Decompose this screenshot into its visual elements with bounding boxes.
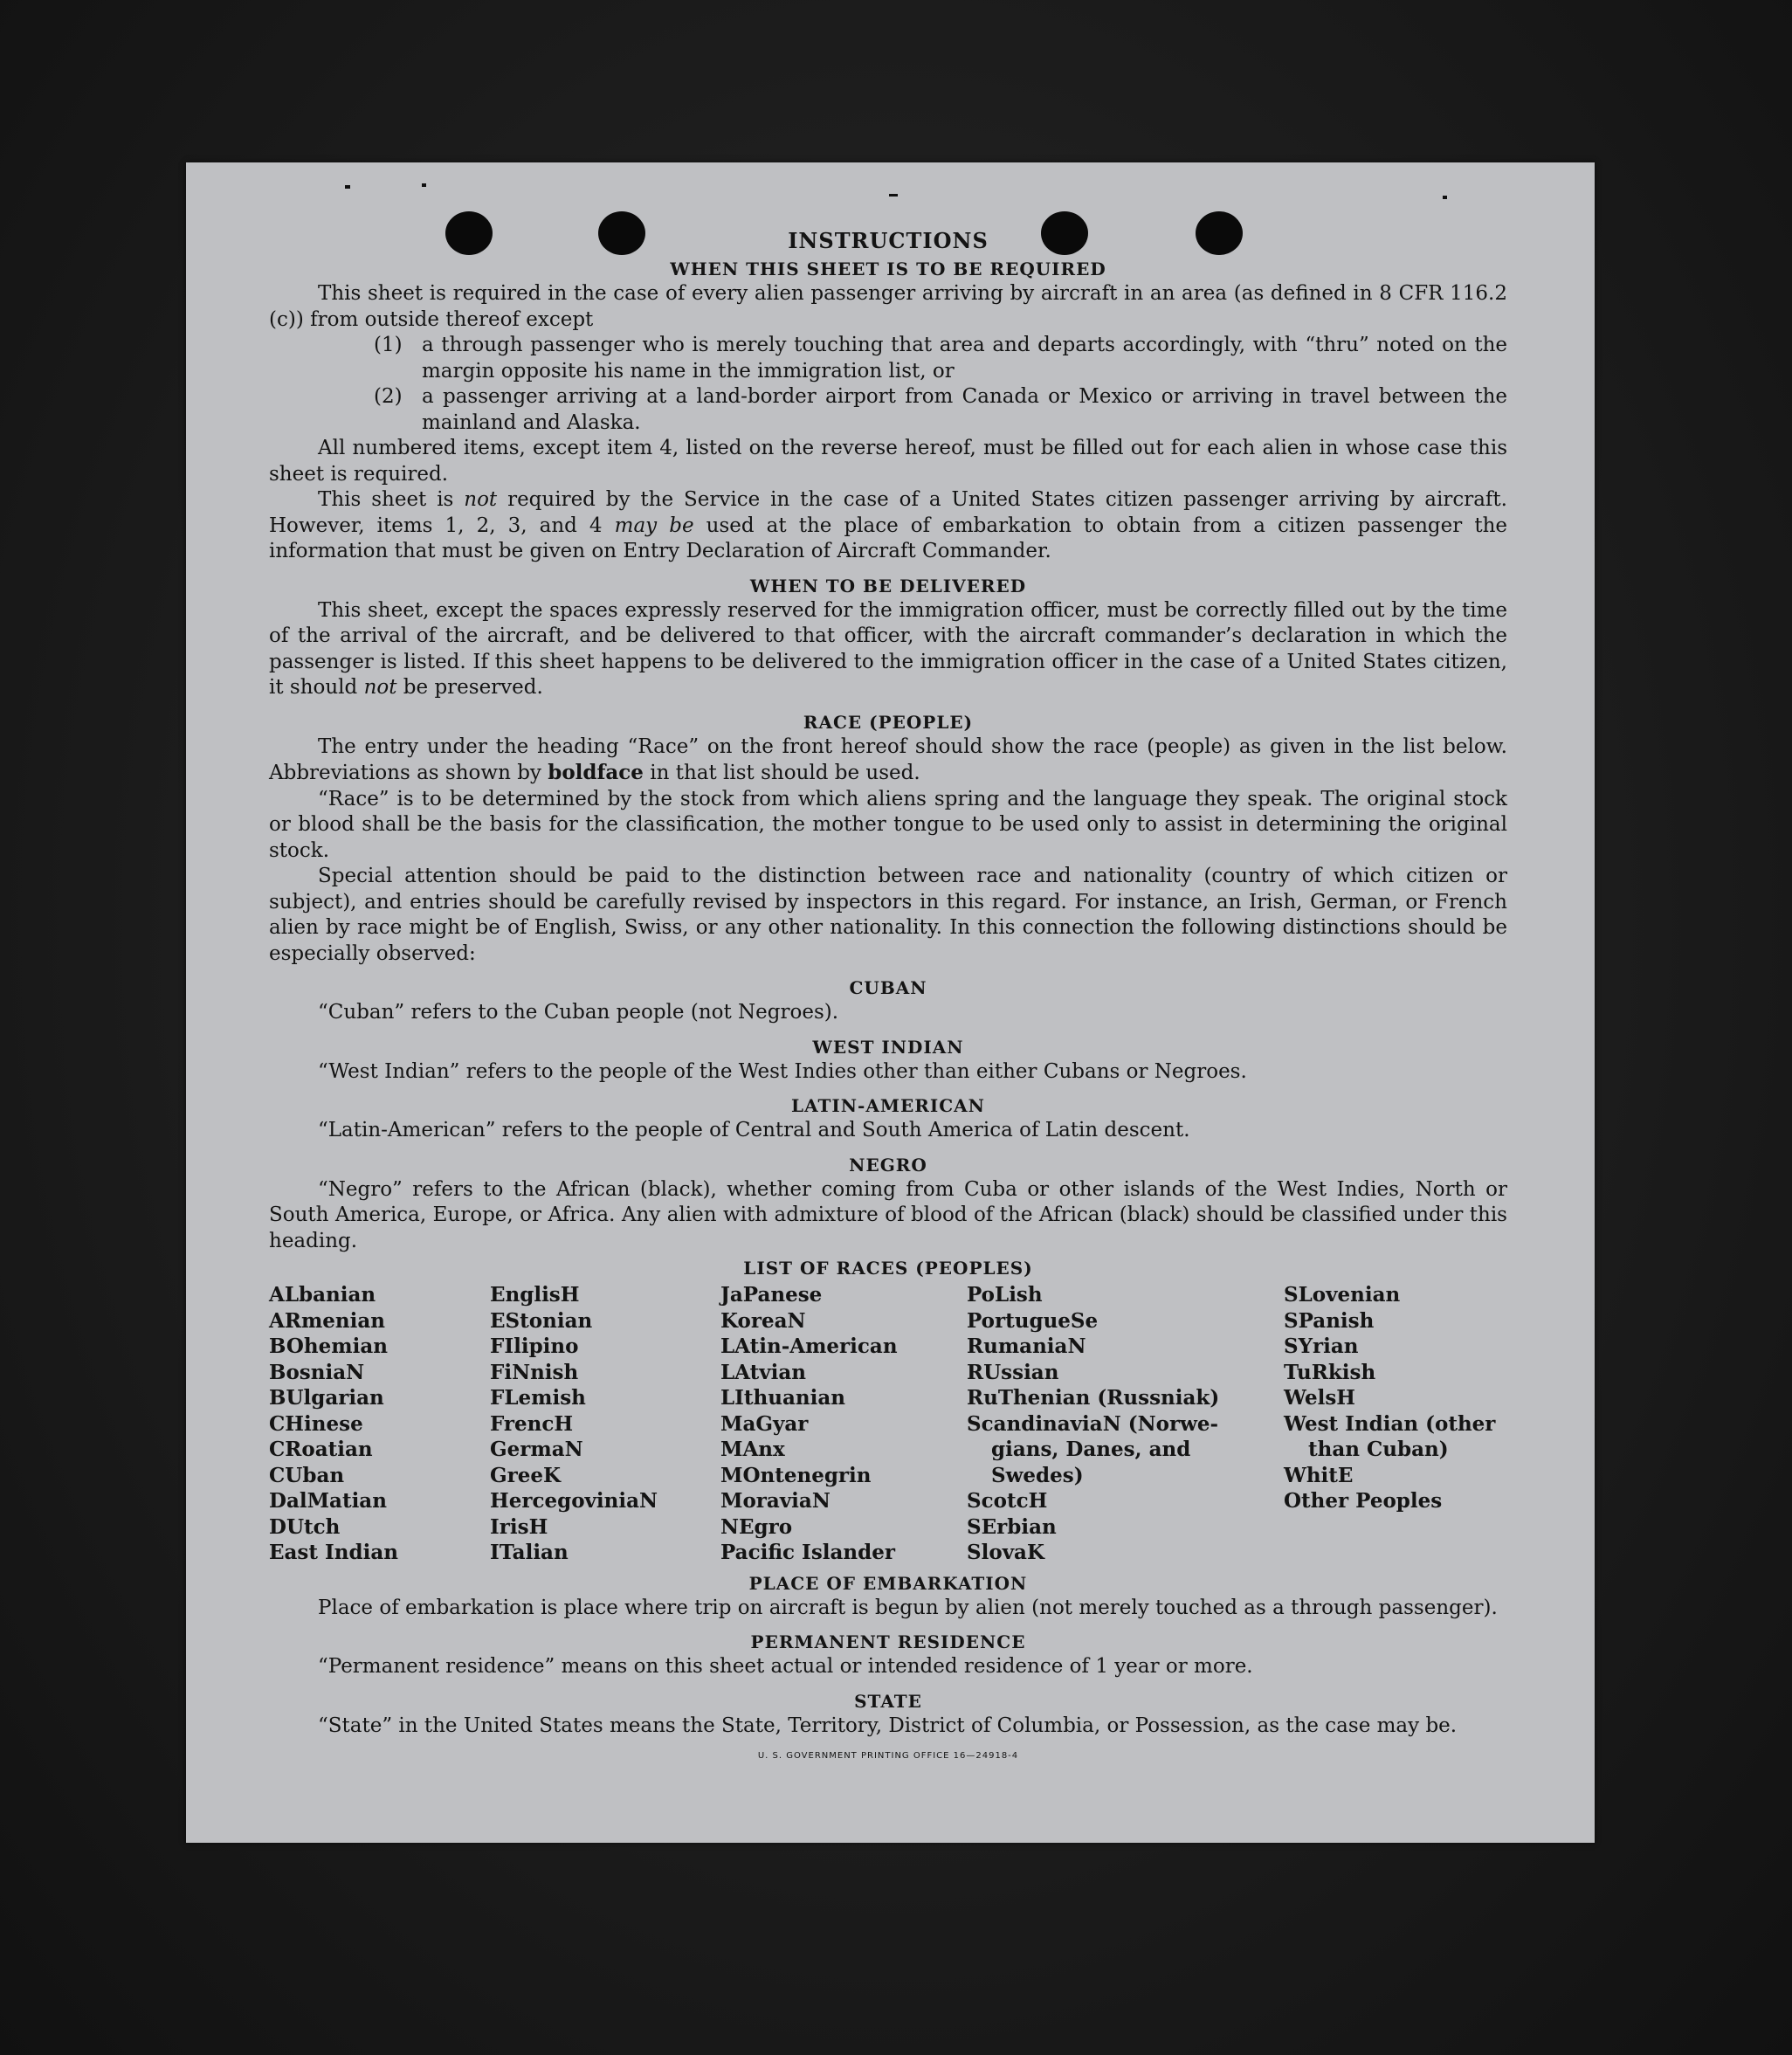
paragraph-required-intro: This sheet is required in the case of every alien passenger arriving by aircraft in an area (as defined in 8 CFR 116.2 (c)) from outside thereof except xyxy=(269,282,1507,331)
race-entry: West Indian (other xyxy=(1284,1411,1496,1436)
text-run: This sheet is xyxy=(318,488,465,511)
race-entry: MAnx xyxy=(720,1438,785,1461)
race-entry: SYrian xyxy=(1284,1334,1359,1358)
race-entry: SLovenian xyxy=(1284,1283,1401,1307)
race-entry: Pacific Islander xyxy=(720,1541,895,1564)
race-entry: FIlipino xyxy=(490,1334,579,1358)
race-entry: GreeK xyxy=(490,1463,562,1487)
emphasis-boldface: boldface xyxy=(548,761,644,784)
race-entry: FrencH xyxy=(490,1411,574,1436)
section-heading-race: RACE (PEOPLE) xyxy=(803,711,974,733)
paragraph-numbered-items: All numbered items, except item 4, listed on the reverse hereof, must be filled out for each alien in whose case this sheet is required. xyxy=(269,437,1507,486)
text-run: used at the place of embarkation to obtain from a citizen passenger the information that must be given on Entry Declaration of Aircraft Commander. xyxy=(269,514,1507,562)
scan-speck xyxy=(422,183,426,187)
race-entry: EStonian xyxy=(490,1308,593,1333)
race-entry: TuRkish xyxy=(1284,1360,1376,1384)
scan-speck xyxy=(889,194,898,197)
race-entry: CHinese xyxy=(269,1411,363,1436)
paragraph-permanent-residence: “Permanent residence” means on this sheet actual or intended residence of 1 year or more. xyxy=(318,1655,1253,1678)
race-entry: RuThenian (Russniak) xyxy=(967,1386,1220,1410)
race-entry: WhitE xyxy=(1284,1463,1354,1487)
race-entry: SlovaK xyxy=(967,1541,1044,1564)
race-entry: Other Peoples xyxy=(1284,1489,1443,1513)
race-entry: LIthuanian xyxy=(720,1386,845,1410)
race-entry: ALbanian xyxy=(269,1283,376,1307)
race-entry: BOhemian xyxy=(269,1334,388,1358)
exception-item xyxy=(374,333,1507,384)
race-entry: SErbian xyxy=(967,1514,1057,1539)
race-entry: MoraviaN xyxy=(720,1489,831,1513)
race-entry: WelsH xyxy=(1284,1386,1356,1410)
race-entry: LAtvian xyxy=(720,1360,806,1384)
race-entry: ScotcH xyxy=(967,1489,1048,1513)
race-entry: ScandinaviaN (Norwe- xyxy=(967,1411,1219,1436)
race-entry: JaPanese xyxy=(720,1283,823,1307)
race-entry: MaGyar xyxy=(720,1411,809,1436)
race-entry-continued: than Cuban) xyxy=(1308,1438,1449,1461)
race-entry: PoLish xyxy=(967,1283,1043,1307)
exception-number: (1) xyxy=(374,334,403,356)
race-entry: GermaN xyxy=(490,1438,583,1461)
emphasis-not: not xyxy=(464,488,498,511)
paragraph-citizen-passenger xyxy=(269,487,1507,565)
section-heading-when-delivered: WHEN TO BE DELIVERED xyxy=(749,575,1027,597)
race-entry: ITalian xyxy=(490,1541,569,1564)
text-run: This sheet, except the spaces expressly reserved for the immigration officer, must be correctly filled out by the time of the arrival of the aircraft, and be delivered to that officer, with the aircraft commander’s declaration in which the passenger is listed. If this sheet happens to be delivered to the immigration officer in the case of a United States citizen, it should xyxy=(269,598,1507,699)
races-column-1 xyxy=(269,1282,490,1566)
race-entry: SPanish xyxy=(1284,1308,1375,1333)
race-entry: BosniaN xyxy=(269,1360,365,1384)
emphasis-may-be: may be xyxy=(614,514,694,537)
exception-number: (2) xyxy=(374,385,403,408)
race-entry: KoreaN xyxy=(720,1308,806,1333)
race-entry: ARmenian xyxy=(269,1308,386,1333)
text-run: The entry under the heading “Race” on the front hereof should show the race (people) as given in the list below. Abbreviations as shown by xyxy=(269,734,1507,784)
document-title: INSTRUCTIONS xyxy=(788,228,989,253)
paragraph-race-nationality: Special attention should be paid to the distinction between race and nationality (country of which citizen or subject), and entries should be carefully revised by inspectors in this regard. For instance, an Irish, German, or French alien by race might be of English, Swiss, or any other nationality. In this connection the following distinctions should be especially observed: xyxy=(269,865,1507,965)
definition-heading-negro: NEGRO xyxy=(849,1154,927,1176)
race-entry: IrisH xyxy=(490,1514,548,1539)
text-run: in that list should be used. xyxy=(643,762,920,784)
emphasis-not: not xyxy=(363,676,397,699)
races-list-heading: LIST OF RACES (PEOPLES) xyxy=(743,1258,1033,1279)
race-entry: RumaniaN xyxy=(967,1334,1086,1358)
race-entry-continued: gians, Danes, and xyxy=(991,1438,1191,1461)
paragraph-place-of-embarkation: Place of embarkation is place where trip on aircraft is begun by alien (not merely touched as a through passenger). xyxy=(318,1596,1498,1619)
race-entry: DUtch xyxy=(269,1514,341,1539)
definition-text-negro: “Negro” refers to the African (black), whether coming from Cuba or other islands of the West Indies, North or South America, Europe, or Africa. Any alien with admixture of blood of the African (black) should be classified under this heading. xyxy=(269,1177,1507,1252)
race-entry: LAtin-American xyxy=(720,1334,898,1358)
race-entry: BUlgarian xyxy=(269,1386,384,1410)
document-body xyxy=(269,225,1507,1761)
race-entry: RUssian xyxy=(967,1360,1059,1384)
races-column-3 xyxy=(720,1282,967,1566)
definition-text-latin-american: “Latin-American” refers to the people of Central and South America of Latin descent. xyxy=(318,1119,1190,1141)
races-column-4 xyxy=(967,1282,1284,1566)
races-column-5 xyxy=(1284,1282,1502,1566)
text-run: required by the Service in the case of a United States citizen passenger arriving by aircraft. However, items 1, 2, 3, and 4 xyxy=(269,488,1507,537)
paragraph-race-stock: “Race” is to be determined by the stock from which aliens spring and the language they speak. The original stock or blood shall be the basis for the classification, the mother tongue to be used only to assist in determining the original stock. xyxy=(269,787,1507,862)
scan-speck xyxy=(345,185,350,189)
race-entry: FLemish xyxy=(490,1386,586,1410)
race-entry: CRoatian xyxy=(269,1438,373,1461)
race-entry-continued: Swedes) xyxy=(991,1463,1084,1487)
races-list xyxy=(269,1282,1507,1566)
definition-heading-latin-american: LATIN-AMERICAN xyxy=(791,1095,985,1116)
race-entry: FiNnish xyxy=(490,1360,579,1384)
paragraph-state: “State” in the United States means the State, Territory, District of Columbia, or Possession, as the case may be. xyxy=(318,1714,1458,1737)
race-entry: East Indian xyxy=(269,1541,398,1564)
instruction-sheet xyxy=(186,162,1595,1843)
section-heading-state: STATE xyxy=(854,1690,922,1712)
definition-text-west-indian: “West Indian” refers to the people of the West Indies other than either Cubans or Negroes. xyxy=(318,1059,1247,1083)
race-entry: HercegoviniaN xyxy=(490,1489,658,1513)
exception-text: a through passenger who is merely touching that area and departs accordingly, with “thru” noted on the margin opposite his name in the immigration list, or xyxy=(422,334,1507,383)
paragraph-delivery xyxy=(269,598,1507,701)
printing-office-imprint: U. S. GOVERNMENT PRINTING OFFICE 16—24918-4 xyxy=(757,1751,1019,1761)
scan-speck xyxy=(1443,196,1447,199)
race-entry: MOntenegrin xyxy=(720,1463,872,1487)
exception-text: a passenger arriving at a land-border airport from Canada or Mexico or arriving in travel between the mainland and Alaska. xyxy=(422,385,1507,434)
race-entry: EnglisH xyxy=(490,1283,580,1307)
race-entry: DalMatian xyxy=(269,1489,387,1513)
text-run: be preserved. xyxy=(396,676,543,699)
section-heading-when-required: WHEN THIS SHEET IS TO BE REQUIRED xyxy=(670,259,1106,279)
section-heading-permanent-residence: PERMANENT RESIDENCE xyxy=(750,1631,1026,1652)
races-column-2 xyxy=(490,1282,720,1566)
definition-heading-cuban: CUBAN xyxy=(849,977,927,998)
definition-text-cuban: “Cuban” refers to the Cuban people (not Negroes). xyxy=(318,1001,839,1024)
race-entry: CUban xyxy=(269,1463,345,1487)
paragraph-race-entry xyxy=(269,734,1507,787)
section-heading-place-of-embarkation: PLACE OF EMBARKATION xyxy=(748,1572,1028,1594)
definition-heading-west-indian: WEST INDIAN xyxy=(812,1036,964,1058)
race-entry: PortugueSe xyxy=(967,1308,1099,1333)
race-entry: NEgro xyxy=(720,1514,793,1539)
exception-item xyxy=(374,384,1507,436)
